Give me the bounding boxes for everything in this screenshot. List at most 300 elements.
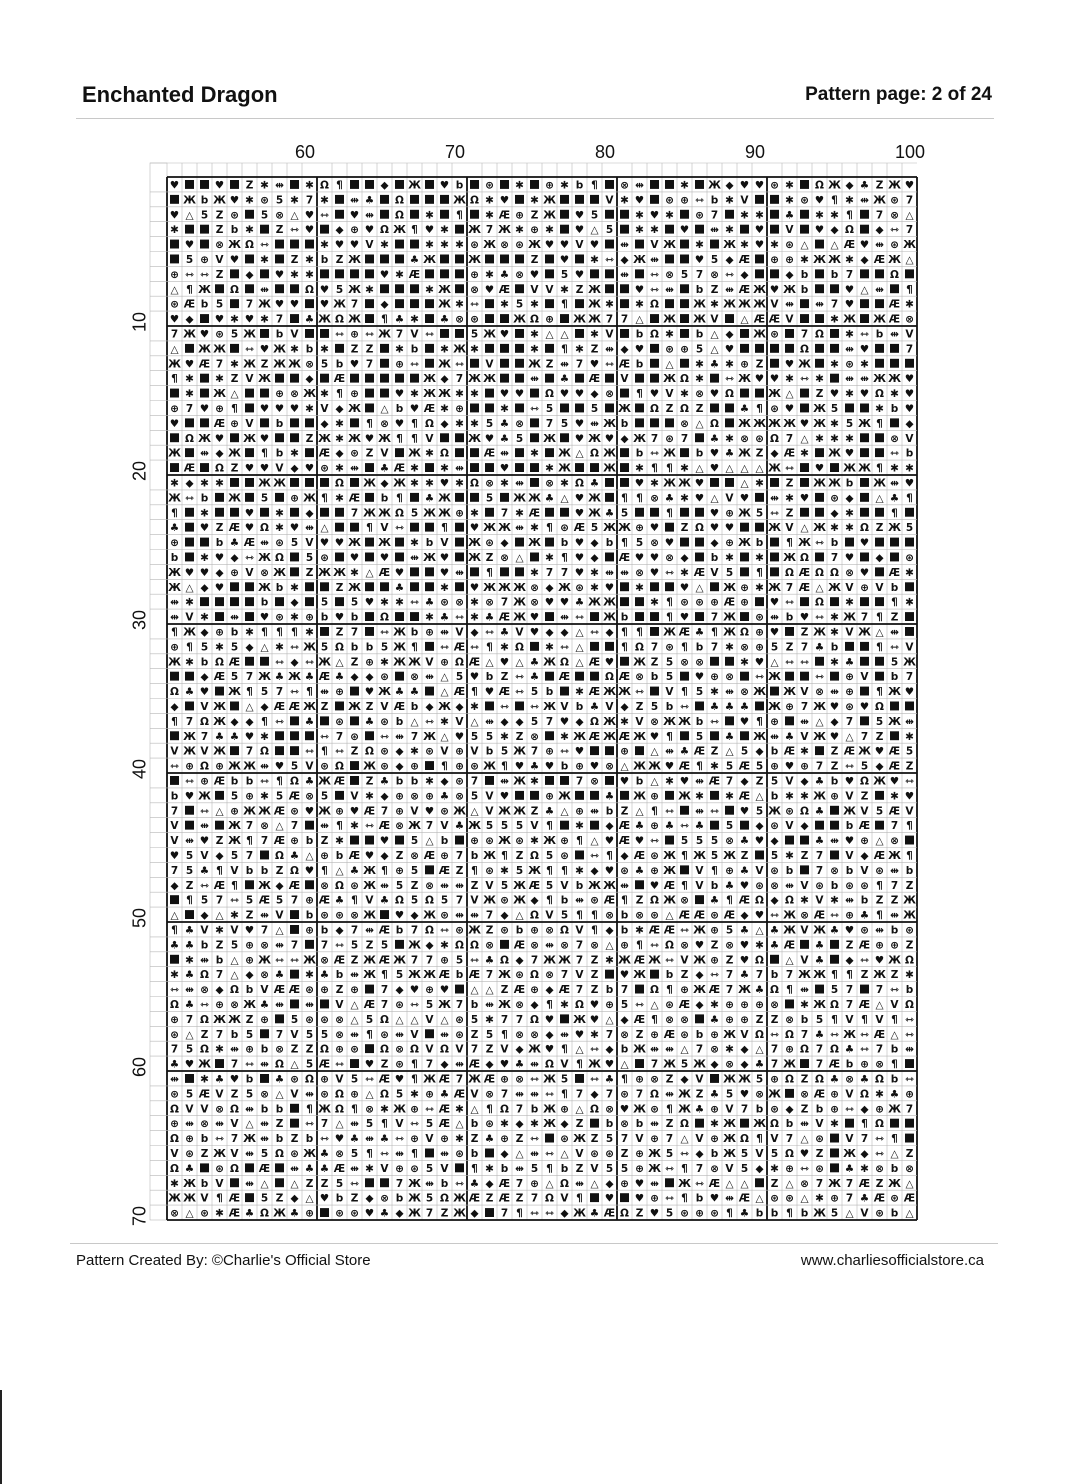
stitch-cell-symbol: Z — [800, 849, 809, 862]
stitch-cell-symbol: V — [290, 328, 299, 341]
stitch-cell-symbol: ♥ — [214, 179, 225, 192]
stitch-cell-symbol: ♣ — [484, 611, 495, 624]
stitch-cell-symbol: ✱ — [230, 313, 239, 326]
stitch-cell-symbol: ♥ — [274, 760, 285, 773]
stitch-cell-symbol: b — [710, 551, 719, 564]
stitch-cell-symbol: 5 — [350, 1073, 359, 1086]
stitch-cell-symbol: ✱ — [755, 477, 764, 490]
stitch-cell-filled — [395, 836, 404, 845]
stitch-cell-symbol: △ — [680, 1043, 689, 1056]
stitch-cell-filled — [635, 985, 644, 994]
stitch-cell-filled — [500, 180, 509, 189]
stitch-cell-symbol: 7 — [815, 1058, 824, 1071]
stitch-cell-symbol: ◆ — [590, 388, 599, 401]
stitch-cell-symbol: V — [170, 835, 179, 848]
stitch-cell-symbol: ♣ — [274, 969, 285, 982]
stitch-cell-symbol: b — [845, 864, 854, 877]
stitch-cell-symbol: ◆ — [755, 820, 764, 833]
stitch-cell-symbol: ♣ — [439, 611, 450, 624]
stitch-cell-symbol: ♥ — [229, 1073, 240, 1086]
stitch-cell-symbol: ♣ — [544, 492, 555, 505]
stitch-cell-symbol: ⊗ — [530, 596, 539, 609]
stitch-cell-symbol: Ж — [543, 432, 556, 445]
stitch-cell-symbol: ⊕ — [350, 1088, 359, 1101]
stitch-cell-symbol: b — [200, 298, 209, 311]
stitch-cell-symbol: ⇿ — [350, 1177, 359, 1190]
stitch-cell-symbol: ♥ — [304, 462, 315, 475]
stitch-cell-symbol: ⊛ — [305, 1013, 314, 1026]
stitch-cell-symbol: ⊛ — [320, 909, 329, 922]
stitch-cell-filled — [680, 329, 689, 338]
stitch-cell-filled — [770, 567, 779, 576]
stitch-cell-symbol: ⊗ — [410, 671, 419, 684]
stitch-cell-filled — [455, 329, 464, 338]
stitch-cell-symbol: 7 — [380, 805, 389, 818]
stitch-cell-symbol: Ж — [693, 298, 706, 311]
stitch-cell-symbol: Z — [770, 1013, 779, 1026]
stitch-cell-symbol: 7 — [575, 939, 584, 952]
stitch-cell-symbol: b — [890, 581, 899, 594]
stitch-cell-symbol: Ω — [215, 462, 224, 475]
stitch-cell-symbol: ⇿ — [380, 1147, 389, 1160]
stitch-cell-filled — [875, 269, 884, 278]
stitch-cell-symbol: ⇿ — [245, 343, 254, 356]
stitch-cell-symbol: Æ — [633, 1013, 646, 1026]
stitch-cell-symbol: ⇿ — [665, 1192, 674, 1205]
stitch-cell-symbol: Ж — [273, 477, 286, 490]
stitch-cell-symbol: Ж — [663, 239, 676, 252]
stitch-cell-symbol: ✱ — [245, 224, 254, 237]
stitch-cell-symbol: Æ — [273, 805, 286, 818]
stitch-cell-filled — [350, 1059, 359, 1068]
stitch-cell-filled — [530, 418, 539, 427]
stitch-cell-symbol: 5 — [530, 715, 539, 728]
stitch-cell-symbol: ♥ — [349, 805, 360, 818]
stitch-cell-symbol: Æ — [258, 894, 271, 907]
symbol-cells — [150, 163, 916, 1220]
stitch-cell-symbol: 5 — [590, 402, 599, 415]
stitch-cell-filled — [545, 612, 554, 621]
stitch-cell-symbol: V — [470, 894, 479, 907]
stitch-cell-symbol: Ω — [215, 656, 224, 669]
stitch-cell-symbol: Ж — [738, 984, 751, 997]
stitch-cell-symbol: ⊕ — [170, 1013, 179, 1026]
stitch-cell-filled — [560, 1014, 569, 1023]
stitch-cell-symbol: ♥ — [364, 686, 375, 699]
stitch-cell-symbol: ⊛ — [485, 1118, 494, 1131]
stitch-cell-symbol: ⊗ — [335, 1028, 344, 1041]
stitch-cell-symbol: 5 — [620, 998, 629, 1011]
stitch-cell-symbol: V — [215, 1088, 224, 1101]
stitch-cell-symbol: ♥ — [604, 835, 615, 848]
stitch-cell-symbol: ◆ — [560, 1118, 569, 1131]
stitch-cell-symbol: 5 — [185, 864, 194, 877]
stitch-cell-filled — [860, 687, 869, 696]
stitch-cell-symbol: Æ — [903, 1192, 916, 1205]
stitch-cell-symbol: ✱ — [320, 239, 329, 252]
stitch-cell-symbol: ✱ — [755, 581, 764, 594]
stitch-cell-symbol: ♥ — [649, 551, 660, 564]
stitch-cell-filled — [485, 314, 494, 323]
stitch-cell-symbol: ✱ — [680, 179, 689, 192]
stitch-cell-symbol: ⊛ — [470, 239, 479, 252]
stitch-cell-symbol: Ω — [170, 998, 179, 1011]
stitch-cell-symbol: Æ — [333, 775, 346, 788]
stitch-cell-symbol: ✱ — [725, 1043, 734, 1056]
stitch-cell-symbol: ✱ — [515, 507, 524, 520]
stitch-cell-symbol: ♥ — [514, 388, 525, 401]
stitch-cell-symbol: △ — [875, 626, 884, 639]
stitch-cell-symbol: ¶ — [411, 417, 418, 430]
stitch-cell-symbol: ⇿ — [275, 954, 284, 967]
stitch-cell-symbol: ⇹ — [665, 1088, 674, 1101]
stitch-cell-symbol: ⊕ — [845, 671, 854, 684]
stitch-cell-symbol: V — [275, 909, 284, 922]
stitch-cell-symbol: ¶ — [411, 641, 418, 654]
stitch-cell-filled — [350, 180, 359, 189]
stitch-cell-symbol: Ж — [513, 879, 526, 892]
stitch-cell-symbol: b — [575, 700, 584, 713]
stitch-cell-symbol: V — [695, 879, 704, 892]
stitch-cell-symbol: ✱ — [410, 1088, 419, 1101]
stitch-cell-symbol: ⊕ — [395, 358, 404, 371]
stitch-cell-filled — [470, 359, 479, 368]
stitch-cell-symbol: ⇹ — [470, 909, 479, 922]
stitch-cell-symbol: Ж — [528, 864, 541, 877]
stitch-cell-symbol: ♣ — [169, 939, 180, 952]
stitch-cell-symbol: ⇿ — [305, 1118, 314, 1131]
stitch-cell-symbol: 7 — [455, 1073, 464, 1086]
stitch-cell-symbol: ⊕ — [830, 1192, 839, 1205]
stitch-cell-filled — [485, 255, 494, 264]
stitch-cell-symbol: ⊕ — [650, 1133, 659, 1146]
stitch-cell-filled — [620, 389, 629, 398]
stitch-cell-symbol: 7 — [785, 1133, 794, 1146]
stitch-cell-filled — [320, 1208, 329, 1217]
stitch-cell-symbol: ♥ — [694, 939, 705, 952]
stitch-cell-filled — [635, 374, 644, 383]
stitch-cell-symbol: ♣ — [229, 730, 240, 743]
stitch-cell-filled — [425, 269, 434, 278]
stitch-cell-symbol: 5 — [665, 656, 674, 669]
stitch-cell-symbol: Ж — [303, 388, 316, 401]
stitch-cell-symbol: ⊗ — [560, 939, 569, 952]
stitch-cell-symbol: ¶ — [366, 1028, 373, 1041]
stitch-cell-symbol: Æ — [333, 373, 346, 386]
stitch-cell-symbol: Ω — [800, 343, 809, 356]
stitch-cell-filled — [575, 299, 584, 308]
stitch-cell-symbol: ⇹ — [530, 1147, 539, 1160]
stitch-cell-symbol: b — [305, 1133, 314, 1146]
stitch-cell-symbol: △ — [755, 1043, 764, 1056]
stitch-cell-symbol: ⊛ — [755, 879, 764, 892]
stitch-cell-symbol: Z — [620, 1147, 629, 1160]
stitch-cell-filled — [380, 582, 389, 591]
stitch-cell-symbol: V — [185, 611, 194, 624]
stitch-cell-symbol: ◆ — [230, 551, 239, 564]
stitch-cell-symbol: ♥ — [364, 1058, 375, 1071]
stitch-cell-symbol: ♥ — [829, 700, 840, 713]
stitch-cell-symbol: ¶ — [216, 1192, 223, 1205]
stitch-cell-symbol: ⊕ — [530, 224, 539, 237]
stitch-cell-symbol: △ — [710, 492, 719, 505]
stitch-cell-symbol: 5 — [230, 849, 239, 862]
stitch-cell-symbol: Ω — [785, 1073, 794, 1086]
stitch-cell-symbol: ♣ — [274, 671, 285, 684]
stitch-cell-filled — [875, 433, 884, 442]
stitch-cell-symbol: ⇿ — [800, 373, 809, 386]
stitch-cell-symbol: ¶ — [171, 373, 178, 386]
stitch-cell-symbol: △ — [590, 224, 599, 237]
stitch-cell-filled — [275, 433, 284, 442]
stitch-cell-symbol: ◆ — [620, 432, 629, 445]
stitch-cell-symbol: ⊗ — [515, 417, 524, 430]
stitch-cell-filled — [365, 582, 374, 591]
stitch-cell-symbol: ✱ — [830, 611, 839, 624]
stitch-cell-symbol: ⇿ — [785, 462, 794, 475]
stitch-cell-symbol: Ж — [198, 432, 211, 445]
stitch-cell-symbol: ⇹ — [770, 492, 779, 505]
stitch-cell-symbol: ⊗ — [845, 566, 854, 579]
stitch-cell-symbol: ♥ — [874, 954, 885, 967]
stitch-cell-symbol: Æ — [618, 820, 631, 833]
stitch-cell-filled — [620, 210, 629, 219]
stitch-cell-symbol: Æ — [243, 537, 256, 550]
stitch-cell-symbol: ♣ — [169, 1058, 180, 1071]
stitch-cell-symbol: 7 — [785, 432, 794, 445]
stitch-cell-symbol: △ — [845, 730, 854, 743]
stitch-cell-filled — [890, 538, 899, 547]
stitch-cell-symbol: ♥ — [424, 224, 435, 237]
stitch-cell-symbol: ⇿ — [560, 745, 569, 758]
stitch-cell-filled — [860, 597, 869, 606]
stitch-cell-symbol: ♣ — [589, 477, 600, 490]
stitch-cell-symbol: ♥ — [484, 686, 495, 699]
stitch-cell-symbol: ◆ — [725, 179, 734, 192]
stitch-cell-filled — [785, 1000, 794, 1009]
stitch-cell-symbol: 7 — [905, 343, 914, 356]
stitch-cell-symbol: ⇿ — [890, 641, 899, 654]
stitch-cell-symbol: ¶ — [591, 924, 598, 937]
stitch-cell-symbol: ✱ — [305, 626, 314, 639]
stitch-cell-symbol: Ж — [408, 1177, 421, 1190]
stitch-cell-symbol: Ω — [395, 194, 404, 207]
stitch-cell-symbol: 5 — [725, 1088, 734, 1101]
stitch-cell-symbol: 5 — [275, 790, 284, 803]
stitch-cell-symbol: Ж — [468, 924, 481, 937]
stitch-cell-symbol: ⇹ — [830, 686, 839, 699]
stitch-cell-filled — [770, 478, 779, 487]
stitch-cell-filled — [425, 299, 434, 308]
stitch-cell-filled — [350, 418, 359, 427]
stitch-cell-symbol: Ω — [515, 641, 524, 654]
stitch-cell-symbol: b — [425, 537, 434, 550]
stitch-cell-symbol: Z — [905, 1147, 914, 1160]
stitch-cell-symbol: 7 — [515, 1177, 524, 1190]
stitch-cell-symbol: ⊗ — [350, 909, 359, 922]
stitch-cell-symbol: V — [575, 969, 584, 982]
stitch-cell-symbol: V — [845, 1133, 854, 1146]
stitch-cell-symbol: ♥ — [229, 253, 240, 266]
stitch-cell-symbol: b — [485, 745, 494, 758]
stitch-cell-filled — [335, 553, 344, 562]
stitch-cell-symbol: Æ — [618, 730, 631, 743]
stitch-cell-symbol: ¶ — [561, 1088, 568, 1101]
stitch-cell-symbol: ♣ — [889, 492, 900, 505]
stitch-cell-symbol: Æ — [858, 820, 871, 833]
stitch-cell-symbol: ¶ — [891, 1013, 898, 1026]
stitch-cell-symbol: Z — [245, 179, 254, 192]
stitch-cell-symbol: ¶ — [366, 1147, 373, 1160]
stitch-cell-symbol: ⇿ — [845, 1103, 854, 1116]
stitch-cell-symbol: Ж — [513, 492, 526, 505]
stitch-cell-symbol: ✱ — [395, 268, 404, 281]
stitch-cell-symbol: △ — [560, 1147, 569, 1160]
stitch-cell-symbol: Ω — [590, 447, 599, 460]
stitch-cell-symbol: Ж — [258, 581, 271, 594]
stitch-cell-symbol: ⊗ — [650, 715, 659, 728]
stitch-cell-symbol: ♥ — [259, 611, 270, 624]
stitch-cell-symbol: ⊕ — [440, 849, 449, 862]
stitch-cell-symbol: ◆ — [395, 1207, 404, 1220]
stitch-cell-filled — [830, 344, 839, 353]
stitch-cell-symbol: △ — [545, 328, 554, 341]
stitch-cell-symbol: Ж — [753, 328, 766, 341]
stitch-cell-symbol: ⊕ — [845, 686, 854, 699]
stitch-cell-symbol: ⇿ — [410, 998, 419, 1011]
stitch-cell-filled — [800, 314, 809, 323]
stitch-cell-filled — [605, 180, 614, 189]
stitch-cell-symbol: 7 — [575, 984, 584, 997]
stitch-cell-filled — [695, 895, 704, 904]
stitch-cell-filled — [530, 433, 539, 442]
stitch-cell-symbol: Ω — [320, 179, 329, 192]
stitch-cell-filled — [590, 612, 599, 621]
stitch-cell-symbol: Ж — [498, 998, 511, 1011]
stitch-cell-symbol: ⊛ — [275, 537, 284, 550]
stitch-cell-symbol: ⊛ — [290, 805, 299, 818]
stitch-cell-symbol: ⊗ — [710, 1043, 719, 1056]
stitch-cell-symbol: ¶ — [411, 224, 418, 237]
stitch-cell-symbol: Ω — [380, 1013, 389, 1026]
stitch-cell-symbol: 7 — [170, 805, 179, 818]
stitch-cell-filled — [380, 910, 389, 919]
stitch-cell-symbol: ⊕ — [800, 760, 809, 773]
stitch-cell-symbol: 7 — [650, 641, 659, 654]
stitch-cell-symbol: V — [740, 1028, 749, 1041]
stitch-cell-symbol: V — [665, 388, 674, 401]
stitch-cell-symbol: ◆ — [755, 745, 764, 758]
stitch-cell-symbol: ✱ — [650, 477, 659, 490]
stitch-cell-symbol: ⊛ — [515, 969, 524, 982]
stitch-cell-symbol: Æ — [588, 656, 601, 669]
stitch-cell-symbol: b — [890, 1207, 899, 1220]
stitch-cell-symbol: Ж — [543, 700, 556, 713]
stitch-cell-symbol: 7 — [905, 671, 914, 684]
stitch-cell-symbol: ⇹ — [395, 1028, 404, 1041]
stitch-cell-symbol: ✱ — [860, 358, 869, 371]
stitch-cell-symbol: Ω — [170, 686, 179, 699]
stitch-cell-filled — [290, 567, 299, 576]
stitch-cell-filled — [695, 538, 704, 547]
stitch-cell-symbol: ⊛ — [485, 537, 494, 550]
stitch-cell-symbol: Ω — [530, 313, 539, 326]
stitch-cell-symbol: ♣ — [499, 417, 510, 430]
stitch-cell-symbol: ⇿ — [170, 984, 179, 997]
stitch-cell-symbol: ⊕ — [710, 1133, 719, 1146]
stitch-cell-symbol: ✱ — [350, 566, 359, 579]
stitch-cell-symbol: ✱ — [200, 1073, 209, 1086]
stitch-cell-symbol: ✱ — [485, 1162, 494, 1175]
stitch-cell-filled — [680, 299, 689, 308]
stitch-cell-symbol: Æ — [438, 1118, 451, 1131]
stitch-cell-filled — [710, 240, 719, 249]
stitch-cell-filled — [620, 582, 629, 591]
stitch-cell-filled — [605, 642, 614, 651]
stitch-cell-symbol: ¶ — [186, 641, 193, 654]
stitch-cell-symbol: ⊛ — [860, 879, 869, 892]
stitch-cell-symbol: ♥ — [469, 581, 480, 594]
stitch-cell-symbol: △ — [185, 1207, 194, 1220]
stitch-cell-symbol: ◆ — [440, 373, 449, 386]
stitch-cell-symbol: ♥ — [559, 596, 570, 609]
stitch-cell-symbol: ⇹ — [305, 1088, 314, 1101]
stitch-cell-symbol: ✱ — [785, 373, 794, 386]
stitch-cell-symbol: 5 — [470, 730, 479, 743]
stitch-cell-symbol: ◆ — [440, 775, 449, 788]
stitch-cell-filled — [635, 418, 644, 427]
stitch-cell-symbol: ♣ — [889, 1088, 900, 1101]
stitch-cell-symbol: Ω — [830, 998, 839, 1011]
stitch-cell-symbol: ¶ — [711, 864, 718, 877]
stitch-cell-filled — [740, 672, 749, 681]
stitch-cell-symbol: ♣ — [724, 447, 735, 460]
stitch-cell-symbol: Æ — [333, 954, 346, 967]
stitch-cell-symbol: ⇹ — [170, 1073, 179, 1086]
stitch-cell-filled — [890, 418, 899, 427]
stitch-cell-symbol: ✱ — [650, 224, 659, 237]
stitch-cell-symbol: ◆ — [875, 760, 884, 773]
stitch-cell-symbol: ♣ — [319, 1162, 330, 1175]
stitch-cell-symbol: ⊛ — [380, 745, 389, 758]
stitch-cell-symbol: Æ — [378, 820, 391, 833]
stitch-cell-symbol: Ж — [423, 507, 436, 520]
stitch-cell-symbol: ¶ — [591, 179, 598, 192]
stitch-cell-symbol: ♥ — [529, 268, 540, 281]
stitch-cell-symbol: ⇹ — [320, 686, 329, 699]
stitch-cell-symbol: ⇿ — [575, 611, 584, 624]
stitch-cell-symbol: ⊛ — [665, 432, 674, 445]
stitch-cell-symbol: 7 — [350, 298, 359, 311]
stitch-cell-filled — [590, 791, 599, 800]
stitch-cell-symbol: Z — [695, 402, 704, 415]
stitch-cell-symbol: ♥ — [799, 417, 810, 430]
stitch-cell-symbol: ♥ — [604, 864, 615, 877]
stitch-cell-symbol: Z — [755, 775, 764, 788]
stitch-cell-symbol: ⊗ — [905, 313, 914, 326]
stitch-cell-filled — [305, 418, 314, 427]
stitch-cell-symbol: 5 — [335, 283, 344, 296]
stitch-cell-symbol: ⇹ — [560, 1028, 569, 1041]
stitch-cell-symbol: ⊗ — [800, 1177, 809, 1190]
stitch-cell-symbol: ♥ — [349, 239, 360, 252]
stitch-cell-symbol: 7 — [650, 432, 659, 445]
stitch-cell-symbol: ♣ — [709, 432, 720, 445]
stitch-cell-symbol: ⊛ — [440, 805, 449, 818]
stitch-cell-symbol: ⇿ — [545, 1088, 554, 1101]
stitch-cell-symbol: Ж — [603, 522, 616, 535]
stitch-cell-filled — [245, 210, 254, 219]
